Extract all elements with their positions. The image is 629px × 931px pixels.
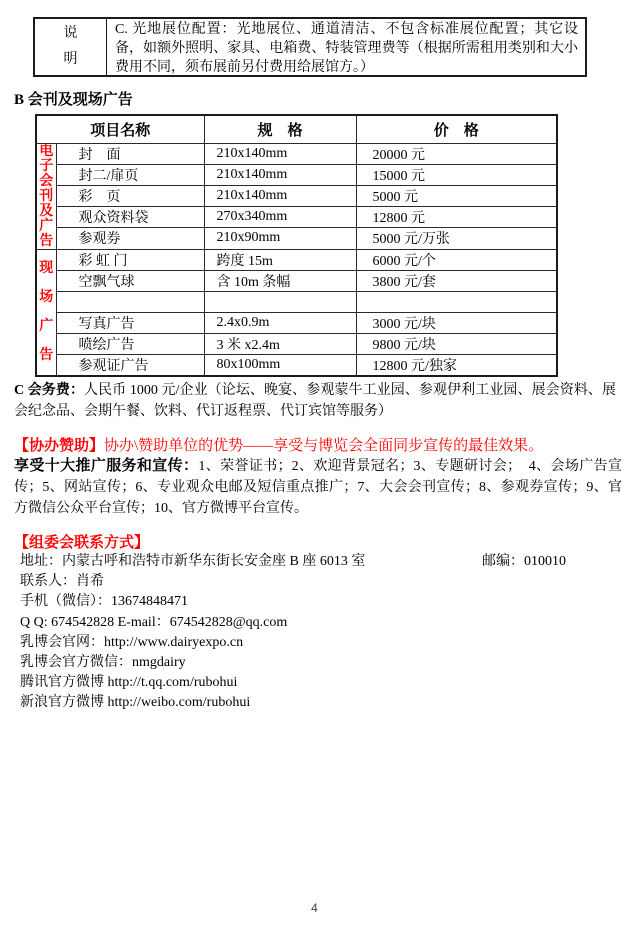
promo-paragraph — [14, 456, 622, 519]
note-label: 说明 — [63, 26, 78, 67]
group-label-cell — [36, 143, 56, 249]
item-price — [356, 291, 557, 312]
group-label-cell — [36, 249, 56, 376]
table-row — [36, 207, 557, 228]
item-spec: 80x100mm — [204, 354, 356, 376]
table-row — [36, 354, 557, 376]
table-row — [36, 249, 557, 270]
item-price: 12800 元 — [356, 207, 557, 228]
item-spec: 跨度 15m — [204, 249, 356, 270]
item-spec: 210x140mm — [204, 185, 356, 206]
promo-text: 1、荣誉证书；2、欢迎背景冠名；3、专题研讨会； 4、会场广告宣传；5、网站宣传；6、专业观众电邮及短信重点推广；7、大会会刊宣传；8、参观券宣传；9、官方微信公众平台宣传；10、官方微博平台宣传。 — [14, 459, 622, 516]
table-row — [36, 333, 557, 354]
item-name: 写真广告 — [56, 312, 204, 333]
item-price: 5000 元/万张 — [356, 228, 557, 249]
section-b-heading: B 会刊及现场广告 — [14, 92, 133, 108]
note-label-cell — [35, 19, 107, 75]
price-table — [35, 114, 558, 377]
item-price: 12800 元/独家 — [356, 354, 557, 376]
column-header-spec: 规 格 — [204, 115, 356, 143]
contact-wechat: 乳博会官方微信：nmgdairy — [20, 655, 186, 671]
item-spec: 含 10m 条幅 — [204, 270, 356, 291]
item-name: 彩 页 — [56, 185, 204, 206]
contact-qq-email: Q Q: 674542828 E-mail：674542828@qq.com — [20, 614, 288, 630]
item-price: 3000 元/块 — [356, 312, 557, 333]
table-header-row — [36, 115, 557, 143]
sponsor-lead: 【协办赞助】 — [14, 438, 105, 454]
item-price: 6000 元/个 — [356, 249, 557, 270]
contact-address-line — [20, 552, 566, 572]
note-text: C. 光地展位配置：光地展位、通道清洁、不包含标准展位配置；其它设备，如额外照明、家具、电箱费、特装管理费等（根据所需租用类别和大小费用不同，须布展前另付费用给展馆方。） — [115, 22, 578, 75]
table-row — [36, 185, 557, 206]
group-label-onsite: 现场广告 — [39, 261, 54, 363]
contact-heading: 【组委会联系方式】 — [14, 535, 150, 551]
table-row — [36, 228, 557, 249]
section-c-text: 人民币 1000 元/企业（论坛、晚宴、参观蒙牛工业园、参观伊利工业园、展会资料、展会纪念品、会期午餐、饮料、代订返程票、代订宾馆等服务） — [14, 383, 616, 419]
item-name: 彩 虹 门 — [56, 249, 204, 270]
item-price: 3800 元/套 — [356, 270, 557, 291]
item-spec: 3 米 x2.4m — [204, 333, 356, 354]
item-name: 观众资料袋 — [56, 207, 204, 228]
item-name: 封二/扉页 — [56, 164, 204, 185]
contact-person: 联系人：肖希 — [20, 574, 104, 590]
contact-website-link: 乳博会官网：http://www.dairyexpo.cn — [20, 634, 244, 650]
contact-tencent-weibo-link: 腾讯官方微博 http://t.qq.com/rubohui — [20, 675, 238, 691]
group-label-ejournal: 电子会刊及广告 — [39, 143, 54, 249]
item-price: 15000 元 — [356, 164, 557, 185]
table-row — [36, 143, 557, 164]
item-spec: 2.4x0.9m — [204, 312, 356, 333]
item-name: 参观证广告 — [56, 354, 204, 376]
table-row — [36, 312, 557, 333]
item-name: 参观券 — [56, 228, 204, 249]
item-name: 空飘气球 — [56, 270, 204, 291]
column-header-price: 价 格 — [356, 115, 557, 143]
page-number: 4 — [311, 901, 318, 915]
contact-address: 地址：内蒙古呼和浩特市新华东街长安金座 B 座 6013 室 — [20, 554, 366, 569]
section-c-lead: C 会务费： — [14, 383, 85, 398]
contact-mobile: 手机（微信）：13674848471 — [20, 594, 188, 610]
item-price: 9800 元/块 — [356, 333, 557, 354]
item-spec — [204, 291, 356, 312]
item-spec: 270x340mm — [204, 207, 356, 228]
column-header-name: 项目名称 — [36, 115, 204, 143]
sponsor-text: 协办\赞助单位的优势——享受与博览会全面同步宣传的最佳效果。 — [104, 438, 544, 454]
item-price: 20000 元 — [356, 143, 557, 164]
section-c-paragraph — [14, 380, 616, 422]
item-spec: 210x140mm — [204, 164, 356, 185]
item-spec: 210x90mm — [204, 228, 356, 249]
item-spec: 210x140mm — [204, 143, 356, 164]
promo-lead: 享受十大推广服务和宣传： — [14, 458, 199, 474]
contact-sina-weibo-link: 新浪官方微博 http://weibo.com/rubohui — [20, 695, 251, 711]
item-name: 封 面 — [56, 143, 204, 164]
item-name: 喷绘广告 — [56, 333, 204, 354]
note-table — [33, 17, 587, 77]
item-price: 5000 元 — [356, 185, 557, 206]
table-row — [36, 164, 557, 185]
table-row-empty — [36, 291, 557, 312]
contact-block — [20, 552, 610, 714]
contact-postcode: 邮编：010010 — [482, 554, 566, 569]
table-row — [36, 270, 557, 291]
item-name — [56, 291, 204, 312]
sponsor-line — [14, 434, 620, 455]
